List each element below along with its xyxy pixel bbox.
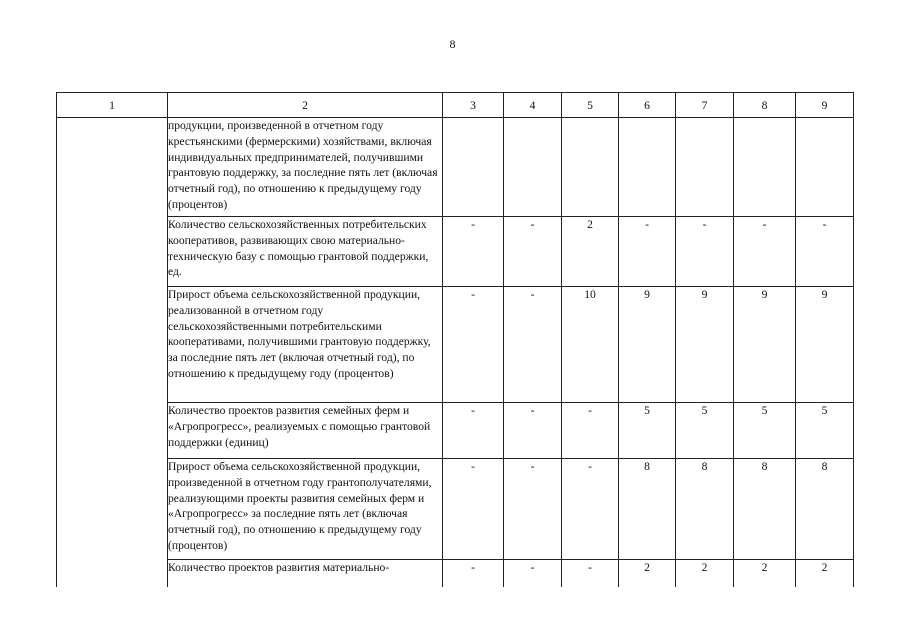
value-cell: 9 (676, 287, 734, 403)
table-row (57, 403, 854, 459)
table-row (57, 217, 854, 287)
header-cell: 3 (443, 93, 504, 118)
value-cell: - (734, 217, 796, 287)
table-row (57, 287, 854, 403)
value-cell: - (619, 217, 676, 287)
value-cell: 9 (734, 287, 796, 403)
indicator-description: Количество проектов развития семейных ферм и «Агропрогресс», реализуемых с помощью грантовой поддержки (единиц) (168, 403, 443, 459)
value-cell: - (504, 560, 562, 588)
value-cell: - (504, 459, 562, 560)
value-cell: - (676, 217, 734, 287)
table-row (57, 118, 854, 217)
value-cell: - (796, 217, 854, 287)
indicator-description: продукции, произведенной в отчетном году крестьянскими (фермерскими) хозяйствами, включая индивидуальных предпринимателей, получившими грантовую поддержку, за последние пять лет (включая отчетный год), по отношению к предыдущему году (процентов) (168, 118, 443, 217)
header-cell: 8 (734, 93, 796, 118)
header-cell: 5 (562, 93, 619, 118)
header-cell: 1 (57, 93, 168, 118)
value-cell: - (504, 287, 562, 403)
value-cell: 10 (562, 287, 619, 403)
value-cell: - (443, 560, 504, 588)
header-cell: 2 (168, 93, 443, 118)
value-cell: - (562, 560, 619, 588)
header-row (57, 93, 854, 118)
value-cell: 8 (796, 459, 854, 560)
value-cell: - (443, 217, 504, 287)
value-cell: 8 (676, 459, 734, 560)
value-cell: 2 (796, 560, 854, 588)
value-cell (734, 118, 796, 217)
value-cell: 8 (619, 459, 676, 560)
indicator-description: Количество сельскохозяйственных потребительских кооперативов, развивающих свою материально-техническую базу с помощью грантовой поддержки, ед. (168, 217, 443, 287)
header-cell: 7 (676, 93, 734, 118)
value-cell: - (504, 403, 562, 459)
value-cell: - (443, 403, 504, 459)
value-cell: - (504, 217, 562, 287)
value-cell: 2 (562, 217, 619, 287)
page-number: 8 (449, 37, 456, 51)
value-cell: - (443, 287, 504, 403)
indicator-group-cell (57, 118, 168, 588)
table-row (57, 560, 854, 588)
header-cell: 6 (619, 93, 676, 118)
value-cell (504, 118, 562, 217)
header-cell: 4 (504, 93, 562, 118)
table-row (57, 459, 854, 560)
value-cell: 5 (619, 403, 676, 459)
indicator-description: Прирост объема сельскохозяйственной продукции, произведенной в отчетном году грантополучателями, реализующими проекты развития семейных ферм и «Агропрогресс» за последние пять лет (включая отчетный год), по отношению к предыдущему году (процентов) (168, 459, 443, 560)
indicator-description: Прирост объема сельскохозяйственной продукции, реализованной в отчетном году сельскохозяйственными потребительскими кооперативами, получившими грантовую поддержку, за последние пять лет (включая отчетный год), по отношению к предыдущему году (процентов) (168, 287, 443, 403)
value-cell (443, 118, 504, 217)
value-cell: 2 (734, 560, 796, 588)
value-cell: 8 (734, 459, 796, 560)
value-cell (676, 118, 734, 217)
value-cell: 9 (619, 287, 676, 403)
value-cell: - (562, 403, 619, 459)
header-cell: 9 (796, 93, 854, 118)
value-cell (619, 118, 676, 217)
value-cell: 2 (676, 560, 734, 588)
value-cell: - (443, 459, 504, 560)
value-cell: 5 (734, 403, 796, 459)
value-cell: 5 (676, 403, 734, 459)
value-cell (796, 118, 854, 217)
indicators-table (56, 92, 854, 587)
value-cell: 9 (796, 287, 854, 403)
value-cell: - (562, 459, 619, 560)
value-cell: 5 (796, 403, 854, 459)
indicator-description: Количество проектов развития материально- (168, 560, 443, 588)
value-cell: 2 (619, 560, 676, 588)
value-cell (562, 118, 619, 217)
